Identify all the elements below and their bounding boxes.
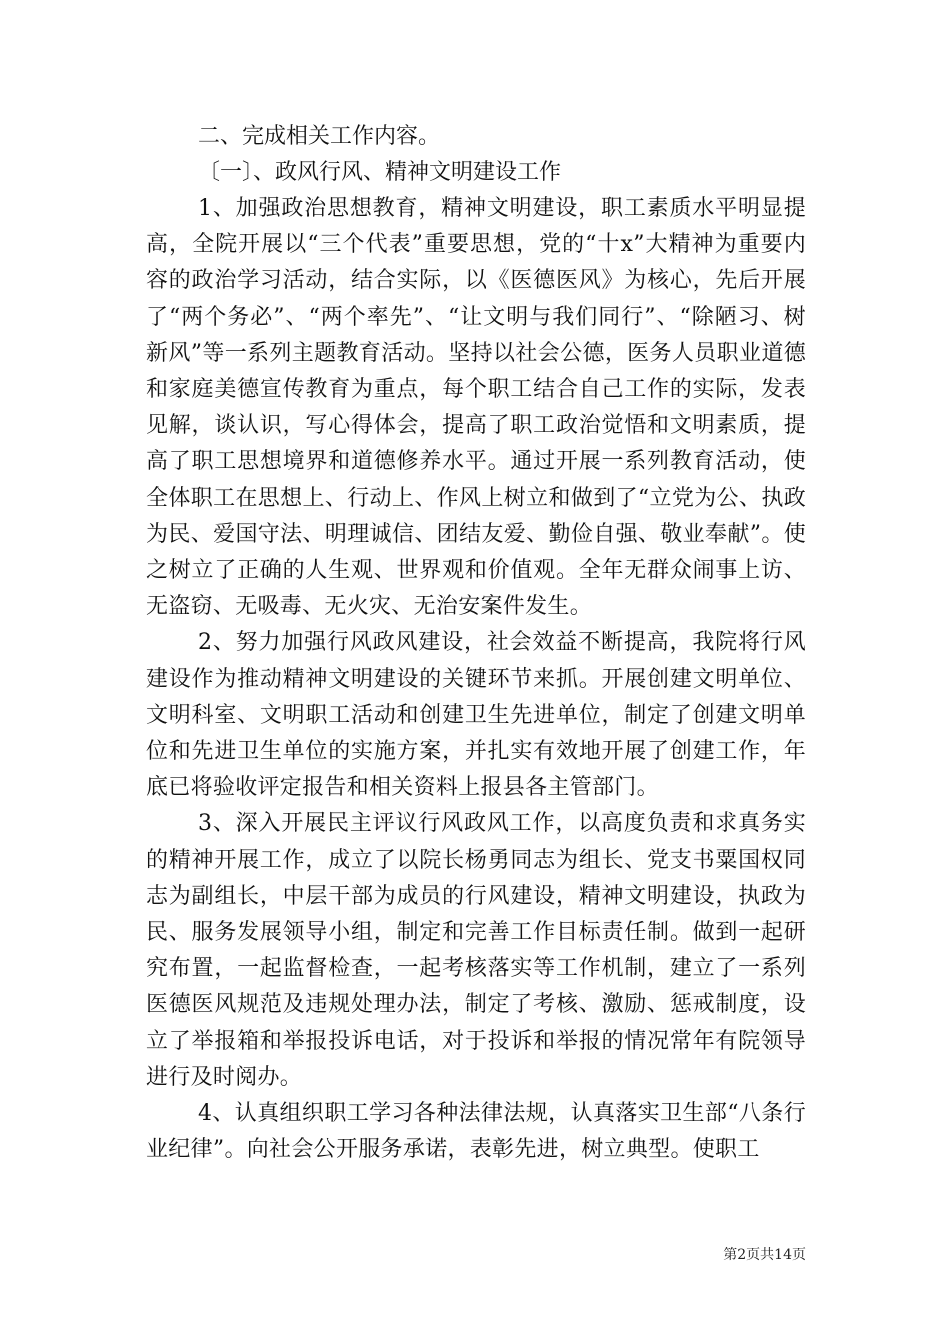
paragraph-1: 1、加强政治思想教育，精神文明建设，职工素质水平明显提高，全院开展以“三个代表”重要思想，党的“十x”大精神为重要内容的政治学习活动，结合实际，以《医德医风》为核心，先后开展了“两个务必”、“两个率先”、“让文明与我们同行”、“除陋习、树新风”等一系列主题教育活动。坚持以社会公德，医务人员职业道德和家庭美德宣传教育为重点，每个职工结合自己工作的实际，发表见解，谈认识，写心得体会，提高了职工政治觉悟和文明素质，提高了职工思想境界和道德修养水平。通过开展一系列教育活动，使全体职工在思想上、行动上、作风上树立和做到了“立党为公、执政为民、爱国守法、明理诚信、团结友爱、勤俭自强、敬业奉献”。使之树立了正确的人生观、世界观和价值观。全年无群众闹事上访、无盗窃、无吸毒、无火灾、无治安案件发生。 bbox=[146, 196, 806, 620]
paragraph-4: 4、认真组织职工学习各种法律法规，认真落实卫生部“八条行业纪律”。向社会公开服务承诺，表彰先进，树立典型。使职工 bbox=[146, 1101, 806, 1163]
paragraph-3: 3、深入开展民主评议行风政风工作，以高度负责和求真务实的精神开展工作，成立了以院长杨勇同志为组长、党支书粟国权同志为副组长，中层干部为成员的行风建设，精神文明建设，执政为民、服务发展领导小组，制定和完善工作目标责任制。做到一起研究布置，一起监督检查，一起考核落实等工作机制，建立了一系列医德医风规范及违规处理办法，制定了考核、激励、惩戒制度，设立了举报箱和举报投诉电话，对于投诉和举报的情况常年有院领导进行及时阅办。 bbox=[146, 811, 806, 1090]
paragraph-2: 2、努力加强行风政风建设，社会效益不断提高，我院将行风建设作为推动精神文明建设的关键环节来抓。开展创建文明单位、文明科室、文明职工活动和创建卫生先进单位，制定了创建文明单位和先进卫生单位的实施方案，并扎实有效地开展了创建工作，年底已将验收评定报告和相关资料上报县各主管部门。 bbox=[146, 630, 806, 801]
section-heading: 二、完成相关工作内容。 bbox=[198, 124, 441, 149]
document-body bbox=[146, 119, 806, 1168]
subsection-heading: 〔一〕、政风行风、精神文明建设工作 bbox=[198, 160, 562, 185]
page-number: 第2页共14页 bbox=[723, 1247, 806, 1263]
